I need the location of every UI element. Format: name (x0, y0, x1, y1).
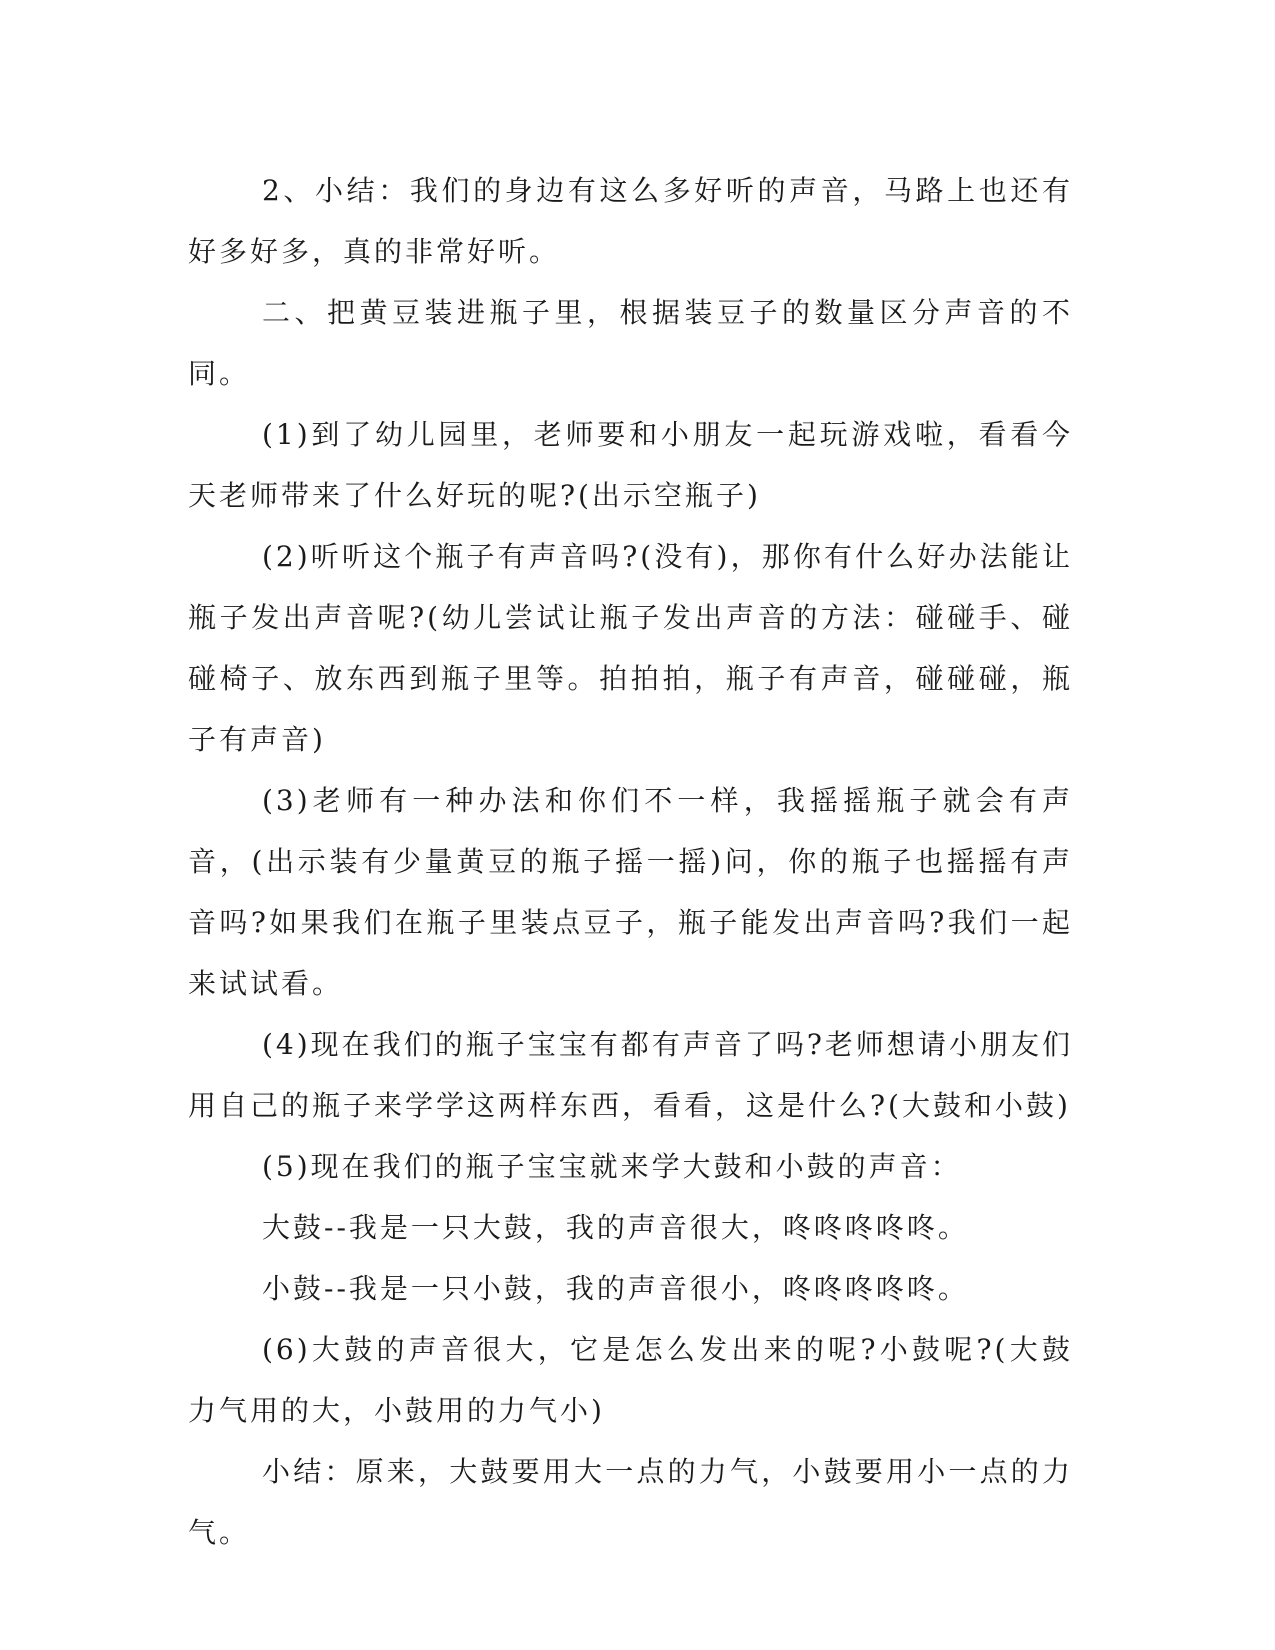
document-body (188, 160, 1073, 1563)
paragraph-step-4: (4)现在我们的瓶子宝宝有都有声音了吗?老师想请小朋友们用自己的瓶子来学学这两样东西，看看，这是什么?(大鼓和小鼓) (188, 1028, 1073, 1122)
paragraph-big-drum: 大鼓--我是一只大鼓，我的声音很大，咚咚咚咚咚。 (262, 1211, 969, 1244)
paragraph-step-1: (1)到了幼儿园里，老师要和小朋友一起玩游戏啦，看看今天老师带来了什么好玩的呢?(出示空瓶子) (188, 418, 1073, 512)
paragraph-summary-2: 小结：原来，大鼓要用大一点的力气，小鼓要用小一点的力气。 (188, 1455, 1073, 1549)
paragraph-small-drum: 小鼓--我是一只小鼓，我的声音很小，咚咚咚咚咚。 (262, 1272, 969, 1305)
paragraph-section-2-heading: 二、把黄豆装进瓶子里，根据装豆子的数量区分声音的不同。 (188, 296, 1073, 390)
paragraph-step-2: (2)听听这个瓶子有声音吗?(没有)，那你有什么好办法能让瓶子发出声音呢?(幼儿尝试让瓶子发出声音的方法：碰碰手、碰碰椅子、放东西到瓶子里等。拍拍拍，瓶子有声音，碰碰碰，瓶子有声音) (188, 540, 1073, 756)
paragraph-summary-1: 2、小结：我们的身边有这么多好听的声音，马路上也还有好多好多，真的非常好听。 (188, 174, 1073, 268)
paragraph-step-3: (3)老师有一种办法和你们不一样，我摇摇瓶子就会有声音，(出示装有少量黄豆的瓶子摇一摇)问，你的瓶子也摇摇有声音吗?如果我们在瓶子里装点豆子，瓶子能发出声音吗?我们一起来试试看。 (188, 784, 1073, 1000)
paragraph-step-6: (6)大鼓的声音很大，它是怎么发出来的呢?小鼓呢?(大鼓力气用的大，小鼓用的力气小) (188, 1333, 1073, 1427)
paragraph-step-5: (5)现在我们的瓶子宝宝就来学大鼓和小鼓的声音： (262, 1150, 962, 1183)
